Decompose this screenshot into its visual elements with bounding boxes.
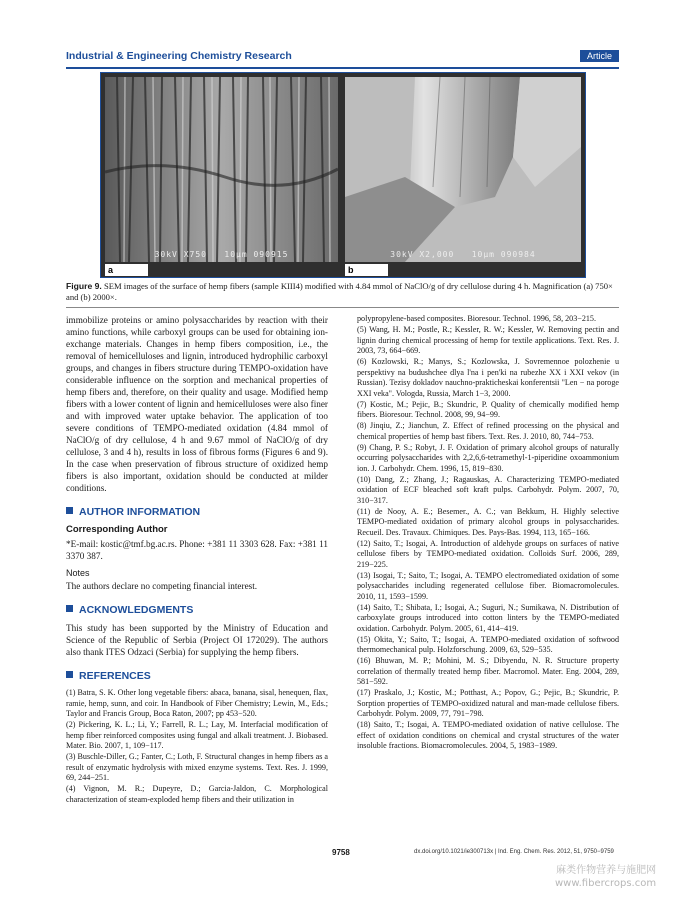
- reference-item: (2) Pickering, K. L.; Li, Y.; Farrell, R. L.; Lay, M. Interfacial modification of hemp fiber reinforced composites using fungal and alkali treatment. J. Biobased. Mater. Bio. 2007, 1, 109−117.: [66, 720, 328, 750]
- sem-image-b: [345, 77, 581, 262]
- notes-heading: Notes: [66, 568, 90, 578]
- reference-item: (9) Chang, P. S.; Robyt, J. F. Oxidation of primary alcohol groups of naturally occurring polysaccharides with 2,2,6,6-tetramethyl-1-piperidine oxoammonium ion. J. Carbohydr. Chem. 1996, 15, 819−830.: [357, 442, 619, 473]
- caption-text: SEM images of the surface of hemp fibers (sample KIII4) modified with 4.84 mmol of NaClO/g of dry cellulose during 4 h. Magnification (a) 750× and (b) 2000×.: [66, 281, 613, 302]
- reference-item: polypropylene-based composites. Bioresour. Technol. 1996, 58, 203−215.: [357, 314, 596, 323]
- right-column: [357, 314, 619, 752]
- reference-item: (14) Saito, T.; Shibata, I.; Isogai, A.; Suguri, N.; Sumikawa, N. Distribution of carboxylate groups introduced into cotton linters by the TEMPO-mediated oxidation. Carbohydr. Polym. 2005, 61, 414−419.: [357, 602, 619, 633]
- notes-text: The authors declare no competing financial interest.: [66, 581, 258, 591]
- reference-item: (7) Kostic, M.; Pejic, B.; Skundric, P. Quality of chemically modified hemp fibers. Bioresour. Technol. 2008, 99, 94−99.: [357, 399, 619, 419]
- reference-item: (12) Saito, T.; Isogai, A. Introduction of aldehyde groups on surfaces of native cellulose fibers by TEMPO-mediated oxidation. Colloids Surf. 2006, 289, 219−225.: [357, 538, 619, 569]
- sem-texture-a: [105, 77, 338, 262]
- acknowledgments-heading: ACKNOWLEDGMENTS: [66, 604, 328, 616]
- reference-item: (16) Bhuwan, M. P.; Mohini, M. S.; Dibyendu, N. R. Structure property correlation of thermally treated hemp fiber. Macromol. Mater. Eng. 2004, 289, 581−592.: [357, 656, 619, 686]
- reference-item: (11) de Nooy, A. E.; Besemer., A. C.; van Bekkum, H. Highly selective TEMPO-mediated oxidation of primary alcohol groups in polysaccharides. Recueil. Des. Travaux. Chimiques. Des. Pays-Bas. 1994, 113, 165−166.: [357, 506, 619, 537]
- reference-item: (3) Buschle-Diller, G.; Fanter, C.; Loth, F. Structural changes in hemp fibers as a result of enzymatic hydrolysis with mixed enzyme systems. Text. Res. J. 1999, 69, 244−251.: [66, 752, 328, 782]
- reference-item: (1) Batra, S. K. Other long vegetable fibers: abaca, banana, sisal, henequen, flax, ramie, hemp, sunn, and coir. In Handbook of Fiber Chemistry; Lewin, M., Eds.; Taylor and Francis Group, Boca Raton, 2007; pp 453−520.: [66, 688, 328, 718]
- watermark-line-1: 麻类作物营养与施肥网: [556, 865, 657, 876]
- page-number: 9758: [332, 848, 350, 857]
- reference-item: (8) Jinqiu, Z.; Jianchun, Z. Effect of refined processing on the physical and chemical properties of hemp bast fibers. Text. Res. J. 2010, 80, 744−753.: [357, 421, 619, 441]
- section-square-icon: [66, 605, 73, 612]
- left-column: [66, 314, 328, 806]
- figure-caption: [66, 281, 619, 303]
- reference-item: (18) Saito, T.; Isogai, A. TEMPO-mediated oxidation of native cellulose. The effect of oxidation conditions on chemical and crystal structures of the water insoluble fractions. Biomacromolecules. 2004, 5, 1983−1989.: [357, 720, 619, 750]
- references-heading: REFERENCES: [66, 670, 328, 682]
- caption-label: Figure 9.: [66, 281, 102, 291]
- sem-info-b: 30kV X2,000 10μm 090984: [390, 250, 536, 259]
- reference-item: (10) Dang, Z.; Zhang, J.; Ragauskas, A. Characterizing TEMPO-mediated oxidation of ECF bleached soft kraft pulps. Carbohydr. Polym. 2007, 70, 310−317.: [357, 474, 619, 505]
- sem-image-a: [105, 77, 338, 262]
- acknowledgments-text: This study has been supported by the Ministry of Education and Science of the Republic of Serbia (Project OI 172029). The authors also thank ITES Odzaci (Serbia) for supplying the hemp fibers.: [66, 623, 328, 657]
- reference-item: (4) Vignon, M. R.; Dupeyre, D.; Garcia-Jaldon, C. Morphological characterization of steam-exploded hemp fibers and their utilization in: [66, 784, 328, 804]
- caption-rule: [66, 307, 619, 308]
- figure-9: [100, 72, 586, 278]
- journal-title: Industrial & Engineering Chemistry Research: [66, 50, 292, 62]
- doi-citation[interactable]: dx.doi.org/10.1021/ie300713x | Ind. Eng. Chem. Res. 2012, 51, 9750−9759: [414, 849, 614, 855]
- header-rule: [66, 67, 619, 69]
- section-square-icon: [66, 671, 73, 678]
- section-square-icon: [66, 507, 73, 514]
- conclusion-paragraph: immobilize proteins or amino polysaccharides by reaction with their amino functions, while carboxyl groups can be used for obtaining ion-exchange materials. Changes in hemp fibers composition, i.e., the removal of hemicelluloses and lignin, introduced hydrophilic carboxyl groups, and changes in fibers structure during TEMPO-oxidation have considerable influence on the sorption and mechanical properties of hemp fibers and, therefore, on their quality and usage. Modified hemp fibers with a lower content of lignin and hemicelluloses were also finer and with improved water uptake behavior. The application of too severe conditions of TEMPO-mediated oxidation (4.84 mmol of NaClO/g of dry cellulose, 4 h and 9.67 mmol of NaClO/g of dry cellulose, 3 and 4 h), results in loss of fibrous forms (Figures 6 and 9). In the case when preservation of fibrous structure of oxidized hemp fibers is also important, oxidation should be conducted at milder conditions.: [66, 315, 328, 493]
- sem-info-a: 30kV X750 10μm 090915: [154, 250, 289, 259]
- article-badge: Article: [580, 50, 619, 62]
- author-info-heading: AUTHOR INFORMATION: [66, 506, 328, 518]
- reference-item: (13) Isogai, T.; Saito, T.; Isogai, A. TEMPO electromediated oxidation of some polysaccharides including regenerated cellulose fiber. Biomacromolecules. 2010, 11, 1593−1599.: [357, 570, 619, 601]
- reference-item: (5) Wang, H. M.; Postle, R.; Kessler, R. W.; Kessler, W. Removing pectin and lignin during chemical processing of hemp for textile applications. Text. Res. J. 2003, 73, 664−669.: [357, 325, 619, 355]
- corresponding-author-text: *E-mail: kostic@tmf.bg.ac.rs. Phone: +381 11 3303 628. Fax: +381 11 3370 387.: [66, 539, 328, 561]
- panel-label-b: b: [345, 264, 388, 276]
- watermark-line-2: www.fibercrops.com: [555, 878, 657, 889]
- reference-item: (6) Kozlowski, R.; Manys, S.; Kozlowska, J. Sovremennoe polozhenie u perspektivy na budushchee dlya l'na i pen'ki na rubezhe XX i XXI vekov (in Russian). Tezisy dokladov nauchno-prakticheskai konferentsii "Len − na poroge XXI veka". Vologda, Russia, March 1−3, 2000.: [357, 357, 619, 398]
- sem-texture-b: [345, 77, 581, 262]
- page-header: [66, 50, 619, 66]
- reference-item: (15) Okita, Y.; Saito, T.; Isogai, A. TEMPO-mediated oxidation of softwood thermomechanical pulp. Holzforschung. 2009, 63, 529−535.: [357, 634, 619, 654]
- reference-item: (17) Praskalo, J.; Kostic, M.; Potthast, A.; Popov, G.; Pejic, B.; Skundric, P. Sorption properties of TEMPO-oxidized natural and man-made cellulose fibers. Carbohydr. Polym. 2009, 77, 791−798.: [357, 688, 619, 718]
- watermark: [555, 864, 656, 890]
- panel-label-a: a: [105, 264, 148, 276]
- corresponding-author-heading: Corresponding Author: [66, 524, 168, 535]
